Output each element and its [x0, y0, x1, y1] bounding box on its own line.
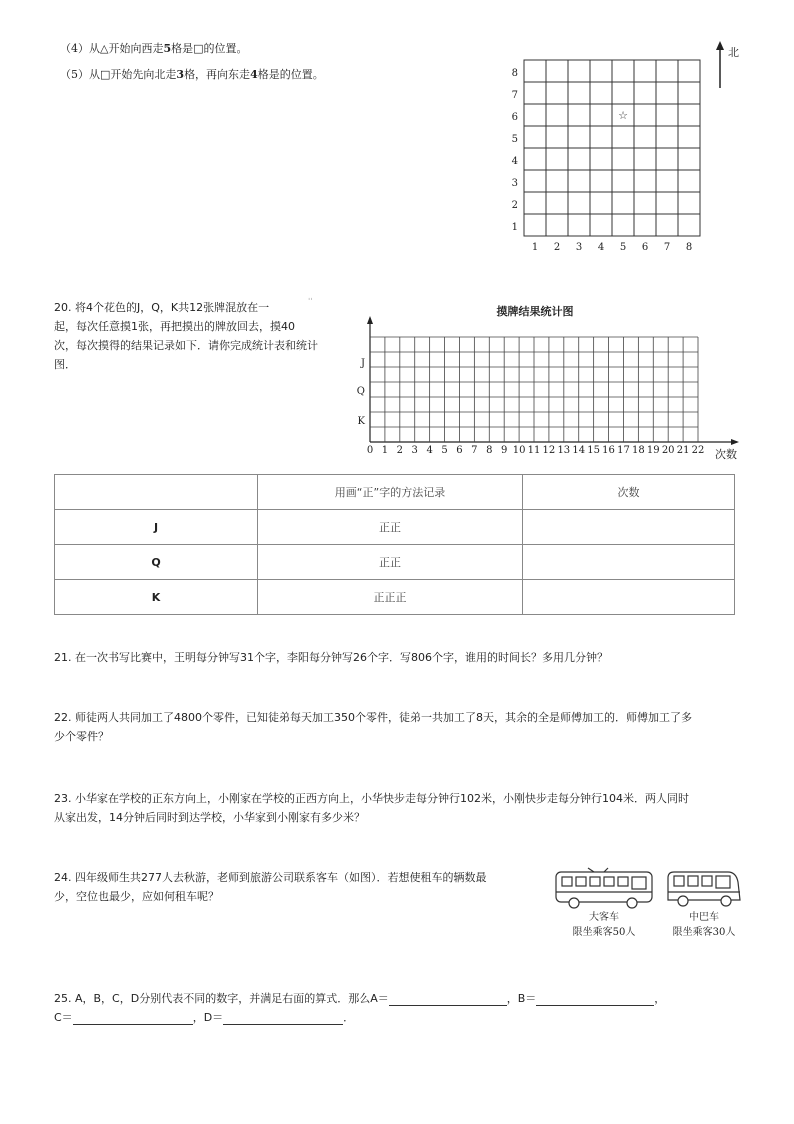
table-header-row [55, 475, 735, 510]
q24-text: 24. 四年级师生共277人去秋游，老师到旅游公司联系客车（如图）．若想使租车的辆数最 少，空位也最少，应如何租车呢？ [54, 871, 487, 903]
q19-item5: （5）从□开始先向北走3格，再向东走4格是的位置。 [60, 68, 324, 81]
chart-x-label: 8 [486, 445, 493, 456]
table-header-cell [55, 475, 258, 510]
bus-figure [548, 862, 748, 942]
chart-y-label: J [360, 358, 365, 369]
row-count[interactable] [523, 545, 735, 580]
q23-text: 23. 小华家在学校的正东方向上，小刚家在学校的正西方向上，小华快步走每分钟行102米，小刚快步走每分钟行104米．两人同时 从家出发，14分钟后同时到达学校，小华家到小刚家有多少米？ [54, 792, 689, 824]
grid-y-label: 7 [511, 90, 518, 101]
grid-x-label: 7 [663, 242, 671, 253]
chart-x-label: 11 [527, 445, 541, 456]
chart-x-label: 18 [631, 445, 645, 456]
chart-x-label: 17 [617, 445, 630, 456]
row-label: Q [55, 545, 258, 580]
grid-x-label: 6 [641, 242, 649, 253]
table-header-cell: 次数 [523, 475, 735, 510]
chart-x-label: 19 [646, 445, 660, 456]
row-label: K [55, 580, 258, 615]
square-icon: □ [100, 68, 111, 81]
big-bus-capacity: 限坐乘客50人 [572, 927, 636, 938]
row-count[interactable] [523, 510, 735, 545]
grid-x-label: 4 [597, 242, 605, 253]
chart-x-label: 3 [411, 445, 418, 456]
big-bus-icon [556, 868, 652, 908]
q19-item4: （4）从△开始向西走5格是□的位置。 [60, 42, 248, 55]
row-record: 正正 [258, 510, 523, 545]
answer-c-blank[interactable] [73, 1012, 193, 1025]
mid-bus-name: 中巴车 [689, 912, 719, 923]
q25-line2: C＝ ，D＝ ． [54, 1011, 355, 1024]
chart-x-label: 21 [676, 445, 690, 456]
chart-x-label: 9 [500, 445, 508, 456]
chart-x-label: 12 [542, 445, 556, 456]
row-label: J [55, 510, 258, 545]
answer-a-blank[interactable] [389, 993, 507, 1006]
card-chart [345, 300, 745, 465]
grid-y-label: 5 [511, 134, 518, 145]
mid-bus-capacity: 限坐乘客30人 [672, 927, 736, 938]
q22-text: 22. 师徒两人共同加工了4800个零件，已知徒弟每天加工350个零件，徒弟一共加工了8天，其余的全是师傅加工的．师傅加工了多 少个零件？ [54, 711, 692, 743]
row-count[interactable] [523, 580, 735, 615]
grid-x-label: 1 [531, 242, 539, 253]
chart-x-label: 7 [471, 445, 478, 456]
chart-y-label: K [357, 416, 365, 427]
chart-x-label: 22 [691, 445, 705, 456]
scan-mark: ˈˈ [308, 297, 313, 306]
grid-y-label: 8 [511, 68, 518, 79]
triangle-icon: △ [100, 42, 109, 55]
q20-text: 20. 将4个花色的J，Q，K共12张牌混放在一 起，每次任意摸1张，再把摸出的牌放回去，摸40 次，每次摸得的结果记录如下．请你完成统计表和统计 图． [54, 301, 318, 371]
direction-grid [500, 38, 760, 258]
grid-y-label: 1 [511, 222, 518, 233]
row-record: 正正 [258, 545, 523, 580]
mid-bus-icon [668, 872, 740, 906]
star-icon: ☆ [618, 109, 628, 122]
answer-d-blank[interactable] [223, 1012, 343, 1025]
chart-x-label: 6 [456, 445, 463, 456]
chart-x-label: 2 [396, 445, 404, 456]
chart-y-label: Q [356, 386, 365, 397]
chart-x-label: 13 [557, 445, 571, 456]
grid-x-label: 5 [619, 242, 627, 253]
grid-y-label: 4 [511, 156, 518, 167]
q21-text: 21. 在一次书写比赛中，王明每分钟写31个字，李阳每分钟写26个字．写806个字，谁用的时间长？多用几分钟？ [54, 651, 608, 664]
chart-x-label: 14 [572, 445, 586, 456]
table-header-cell: 用画“正”字的方法记录 [258, 475, 523, 510]
chart-x-label: 10 [512, 445, 526, 456]
grid-y-label: 2 [511, 200, 518, 211]
grid-x-label: 8 [685, 242, 693, 253]
record-table [54, 474, 735, 615]
chart-x-label: 16 [602, 445, 615, 456]
north-arrow-icon [716, 41, 724, 88]
x-axis-arrow-icon [731, 439, 739, 445]
chart-x-unit: 次数 [715, 448, 737, 461]
chart-x-label: 0 [366, 445, 374, 456]
chart-title: 摸牌结果统计图 [496, 305, 574, 318]
chart-x-label: 15 [587, 445, 601, 456]
big-bus-name: 大客车 [589, 912, 619, 923]
q25-line1: 25. A，B，C，D分别代表不同的数字，并满足右面的算式．那么A＝ ，B＝ ， [54, 992, 666, 1005]
grid-y-label: 6 [511, 112, 518, 123]
chart-x-label: 4 [426, 445, 433, 456]
north-label: 北 [728, 46, 739, 59]
row-record: 正正正 [258, 580, 523, 615]
grid-x-label: 2 [553, 242, 561, 253]
grid-y-label: 3 [511, 178, 518, 189]
answer-b-blank[interactable] [536, 993, 654, 1006]
chart-x-label: 1 [381, 445, 389, 456]
y-axis-arrow-icon [367, 316, 373, 324]
table-row [55, 545, 735, 580]
grid-x-label: 3 [575, 242, 583, 253]
chart-x-label: 20 [661, 445, 675, 456]
chart-x-label: 5 [441, 445, 448, 456]
table-row [55, 580, 735, 615]
table-row [55, 510, 735, 545]
